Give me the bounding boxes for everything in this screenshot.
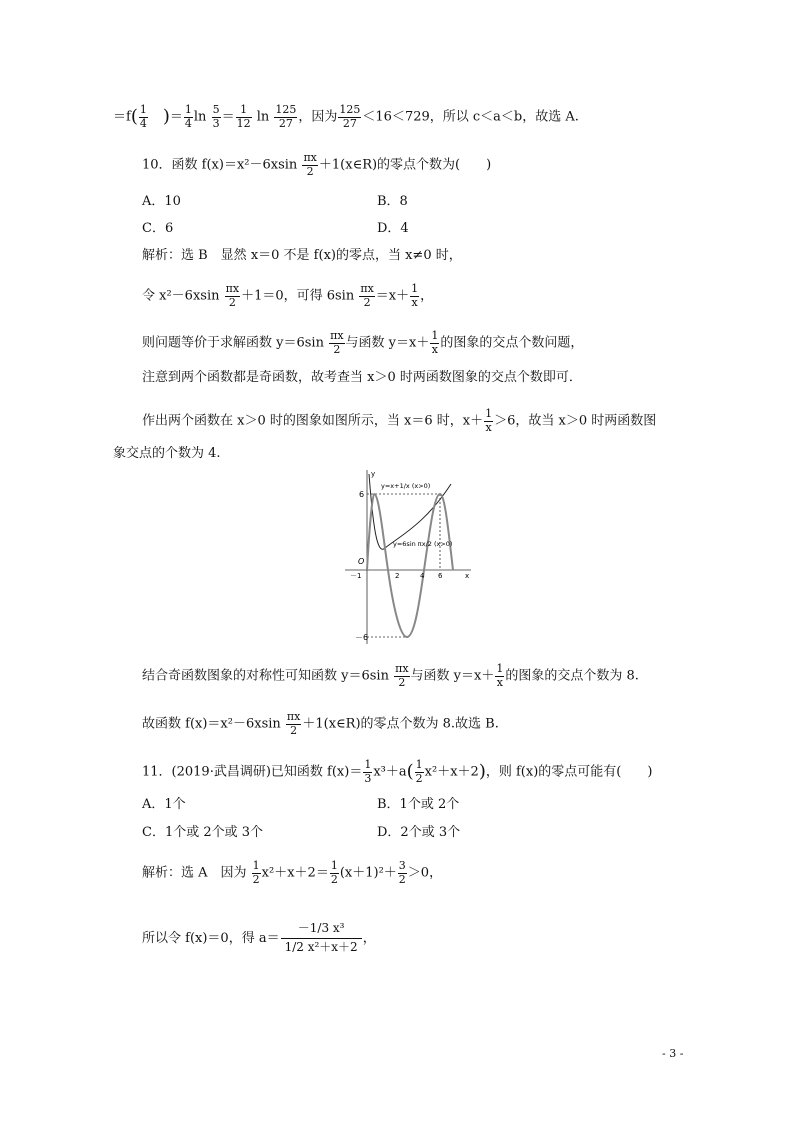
- fraction: $\frac{\pi x}{2}$: [286, 710, 301, 737]
- curve-label-1: y=x+1/x (x>0): [381, 482, 431, 490]
- fraction: $\frac{1}{12}$: [236, 103, 251, 130]
- q11-solution-1: 解析：选 A 因为 $\frac{1}{2}$ x²＋x＋2＝ $\frac{1}{2}$ (x＋1)²＋ $\frac{3}{2}$ ＞0，: [142, 859, 443, 886]
- q10-solution-5: 作出两个函数在 x＞0 时的图象如图所示，当 x＝6 时，x＋ $\frac{1}{x}$ ＞6，故当 x＞0 时两函数图: [142, 407, 657, 434]
- q10-solution-8: 故函数 f(x)＝x²－6xsin $\frac{\pi x}{2}$ ＋1(x∈R)的零点个数为 8.故选 B.: [142, 710, 499, 737]
- fraction: $\frac{125}{27}$: [275, 103, 297, 130]
- page-number: - 3 -: [662, 1047, 684, 1060]
- fraction: $\frac{125}{27}$: [339, 103, 361, 130]
- q10-option-a: A．10: [142, 194, 181, 209]
- fraction: $\frac{1}{x}$: [431, 329, 439, 356]
- q10-stem: 10．函数 f(x)＝x²－6xsin $\frac{\pi x}{2}$ ＋1(x∈R)的零点个数为( ): [142, 151, 492, 178]
- tick-label-y-6: 6: [359, 490, 365, 499]
- q11-option-c: C．1个或 2个或 3个: [142, 825, 264, 840]
- q10-solution-1: 解析：选 B 显然 x＝0 不是 f(x)的零点，当 x≠0 时，: [142, 248, 462, 263]
- q10-solution-4: 注意到两个函数都是奇函数，故考查当 x＞0 时两函数图象的交点个数即可．: [142, 370, 582, 385]
- fraction: $\frac{\pi x}{2}$: [225, 282, 240, 309]
- tick-label-x-neg1: －1: [350, 572, 362, 580]
- fraction: $\frac{1}{x}$: [411, 282, 419, 309]
- fraction: $\frac{\pi x}{2}$: [303, 151, 317, 178]
- q10-solution-2: 令 x²－6xsin $\frac{\pi x}{2}$ ＋1＝0，可得 6sin $\frac{\pi x}{2}$ ＝x＋ $\frac{1}{x}$ ，: [142, 282, 434, 309]
- q10-solution-3: 则问题等价于求解函数 y＝6sin $\frac{\pi x}{2}$ 与函数 y＝x＋ $\frac{1}{x}$ 的图象的交点个数问题，: [142, 329, 584, 356]
- q11-option-d: D．2个或 3个: [377, 825, 461, 840]
- q10-option-b: B．8: [377, 194, 408, 209]
- q11-solution-2: 所以令 f(x)＝0，得 a＝ $\frac{\text{－1/3 x³}}{\text{1/2 x²＋x＋2}}$ ，: [142, 920, 376, 957]
- function-graph-figure: [345, 466, 475, 646]
- q11-stem: 11．(2019·武昌调研)已知函数 f(x)＝ $\frac{1}{3}$ x³＋a( $\frac{1}{2}$ x²＋x＋2)，则 f(x)的零点可能有( ): [142, 758, 653, 785]
- fraction: $\frac{3}{2}$: [398, 859, 406, 886]
- tick-label-y-neg6: －6: [355, 633, 369, 642]
- q10-solution-7: 结合奇函数图象的对称性可知函数 y＝6sin $\frac{\pi x}{2}$ 与函数 y＝x＋ $\frac{1}{x}$ 的图象的交点个数为 8.: [142, 662, 639, 689]
- fraction: $\frac{1}{x}$: [485, 407, 493, 434]
- x-axis-label: x: [465, 572, 470, 580]
- fraction: $\frac{1}{4}$: [139, 103, 147, 130]
- fraction: $\frac{1}{3}$: [364, 758, 372, 785]
- curve-label-2: y=6sin πx/2 (x>0): [393, 540, 453, 548]
- y-axis-label: y: [371, 470, 376, 478]
- fraction: $\frac{5}{3}$: [212, 103, 220, 130]
- fraction: $\frac{1}{2}$: [252, 859, 260, 886]
- fraction: $\frac{\pi x}{2}$: [395, 662, 409, 689]
- fraction: $\frac{\pi x}{2}$: [330, 329, 344, 356]
- q11-option-b: B．1个或 2个: [377, 797, 460, 812]
- tick-label-x-6: 6: [438, 572, 443, 580]
- tick-label-x-2: 2: [395, 572, 400, 580]
- fraction: $\frac{\text{－1/3 x³}}{\text{1/2 x²＋x＋2}}$: [281, 920, 362, 957]
- fraction: $\frac{1}{2}$: [415, 758, 423, 785]
- fraction: $\frac{1}{4}$: [184, 103, 192, 130]
- q10-solution-6: 象交点的个数为 4.: [113, 446, 221, 461]
- line-1: ＝f( $\frac{1}{4}$ )＝ $\frac{1}{4}$ ln $\frac{5}{3}$ ＝ $\frac{1}{12}$ ln $\frac{125}{27}$ ，因为 $\frac{125}{27}$ ＜16＜729，所以 c＜a＜b，故选 A.: [113, 103, 579, 130]
- fraction: $\frac{\pi x}{2}$: [360, 282, 374, 309]
- tick-label-x-4: 4: [420, 572, 425, 580]
- q10-option-d: D．4: [377, 221, 409, 236]
- fraction: $\frac{1}{x}$: [496, 662, 504, 689]
- q10-option-c: C．6: [142, 221, 174, 236]
- q11-option-a: A．1个: [142, 797, 186, 812]
- origin-label: O: [358, 557, 365, 566]
- fraction: $\frac{1}{2}$: [330, 859, 338, 886]
